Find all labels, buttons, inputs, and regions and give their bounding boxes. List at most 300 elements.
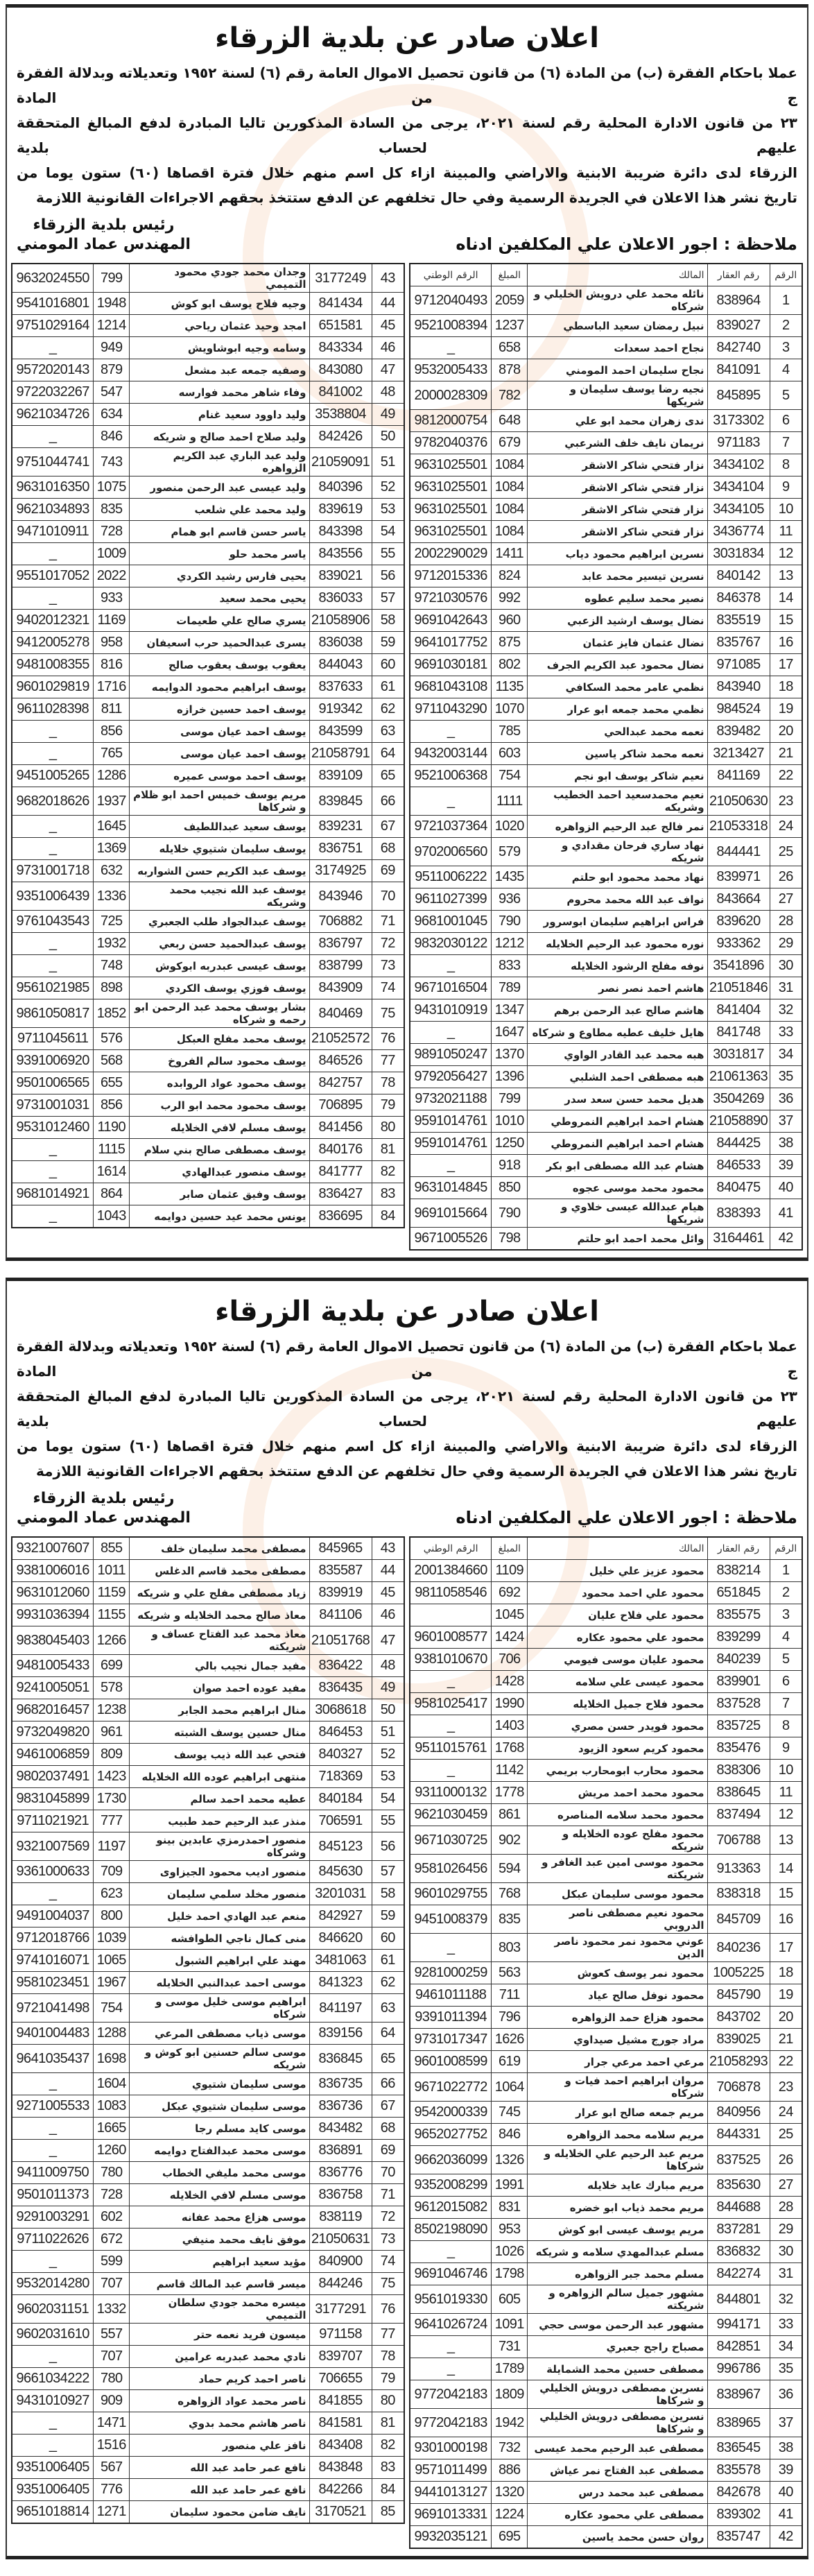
row-number: 50 [372, 1699, 404, 1721]
amount: 1423 [94, 1766, 130, 1788]
property-number: 846378 [707, 587, 770, 610]
amount: 748 [94, 955, 130, 977]
table-row [410, 1804, 802, 1826]
national-id: 9612015082 [410, 2197, 492, 2219]
national-id: 9411009750 [12, 2162, 94, 2184]
national-id: 9461006859 [12, 1744, 94, 1766]
owner-name: محمود محمد احمد مريش [528, 1782, 707, 1804]
national-id: 9641026724 [410, 2314, 492, 2336]
table-row [410, 1022, 802, 1044]
table-row [410, 2241, 802, 2263]
row-number: 2 [770, 315, 802, 337]
table-row [12, 1094, 404, 1117]
property-number: 839619 [309, 499, 372, 521]
property-number: 840475 [707, 1177, 770, 1199]
owner-name: محمود نوفل صالح عياد [528, 1984, 707, 2007]
national-id: 9721030576 [410, 587, 492, 610]
table-row [12, 1560, 404, 1582]
table-row [410, 2459, 802, 2482]
row-number: 4 [770, 1626, 802, 1649]
amount: 1109 [492, 1560, 528, 1582]
property-number: 836832 [707, 2241, 770, 2263]
row-number: 41 [770, 2504, 802, 2526]
amount: 743 [94, 448, 130, 476]
national-id: _ [410, 955, 492, 977]
owner-name: مريم سلامه محمد الزواهره [528, 2124, 707, 2146]
table-row [410, 1715, 802, 1737]
property-number: 835519 [707, 610, 770, 632]
table-row [410, 521, 802, 543]
owner-name: محمود نعيم مصطفى ناصر الدروبي [528, 1905, 707, 1934]
table-row [410, 1782, 802, 1804]
owner-name: مسلم محمد جبر الزواهره [528, 2263, 707, 2285]
property-number: 706591 [309, 1810, 372, 1832]
table-row [410, 676, 802, 698]
property-number: 844801 [707, 2285, 770, 2314]
row-number: 53 [372, 499, 404, 521]
owner-name: نريمان نايف خلف الشرعبي [528, 432, 707, 454]
amount: 1111 [492, 787, 528, 816]
property-number: 651581 [309, 315, 372, 337]
national-id: 9931036394 [12, 1604, 94, 1626]
property-number: 842274 [707, 2263, 770, 2285]
table-row [12, 882, 404, 911]
property-number: 3434104 [707, 476, 770, 499]
national-id: _ [410, 2358, 492, 2380]
amount: 1084 [492, 454, 528, 476]
table-row [12, 2206, 404, 2229]
property-number: 836033 [309, 587, 372, 610]
owner-name: وليد محمد علي شلعب [130, 499, 309, 521]
table-row [410, 315, 802, 337]
national-id: 9661034222 [12, 2368, 94, 2390]
table-row [12, 499, 404, 521]
table-row [410, 1962, 802, 1984]
national-id: _ [410, 721, 492, 743]
table-row [12, 2501, 404, 2524]
signature-title: رئيس بلدية الزرقاء [33, 1490, 175, 1507]
national-id: 9321007569 [12, 1832, 94, 1861]
national-id: 9731001718 [12, 860, 94, 882]
property-number: 3173302 [707, 410, 770, 432]
owner-name: مصطفى محمد قاسم الدغلس [130, 1560, 309, 1582]
row-number: 38 [770, 2437, 802, 2459]
property-number: 3538804 [309, 404, 372, 426]
owner-name: موسى كايد مسلم رجا [130, 2118, 309, 2140]
property-number: 841323 [309, 1972, 372, 1994]
table-row [410, 816, 802, 838]
owner-name: نافز علي منصور [130, 2435, 309, 2457]
owner-name: محمود موسى سليمان عبكل [528, 1883, 707, 1905]
amount: 1083 [94, 2095, 130, 2118]
table-row [410, 698, 802, 721]
owner-name: محمود موسى امين عبد الغافر و شريكته [528, 1855, 707, 1883]
national-id: 9631025501 [410, 521, 492, 543]
note: ملاحظة : اجور الاعلان علي المكلفين ادناه [456, 1508, 797, 1527]
row-number: 83 [372, 2457, 404, 2479]
national-id: 9772042183 [410, 2380, 492, 2409]
row-number: 7 [770, 1693, 802, 1715]
national-id: 9812000754 [410, 410, 492, 432]
row-number: 20 [770, 2007, 802, 2029]
property-number: 840327 [309, 1744, 372, 1766]
table-row [12, 1744, 404, 1766]
row-number: 63 [372, 721, 404, 743]
table-row [12, 2390, 404, 2412]
table-row [12, 1161, 404, 1183]
amount: 1435 [492, 866, 528, 888]
national-id: 9631025501 [410, 476, 492, 499]
property-number: 3177249 [309, 264, 372, 293]
national-id: 9631012060 [12, 1582, 94, 1604]
amount: 855 [94, 1537, 130, 1560]
national-id: 9632024550 [12, 264, 94, 293]
owner-name: هبه مصطفى احمد الشلبي [528, 1066, 707, 1088]
row-number: 27 [770, 888, 802, 911]
national-id: 9581025417 [410, 1693, 492, 1715]
owner-name: يوسف عبد الكريم حسن الشواربه [130, 860, 309, 882]
national-id: 8502198090 [410, 2219, 492, 2241]
property-number: 3213427 [707, 743, 770, 765]
amount: 1084 [492, 476, 528, 499]
property-number: 841855 [309, 2390, 372, 2412]
property-number: 839971 [707, 866, 770, 888]
amount: 1369 [94, 838, 130, 860]
national-id: 9581023451 [12, 1972, 94, 1994]
national-id: 9591014761 [410, 1110, 492, 1133]
owner-name: نوره محمود عبد الرحيم الخلايله [528, 933, 707, 955]
property-number: 21050631 [309, 2229, 372, 2251]
property-number: 836751 [309, 838, 372, 860]
row-number: 75 [372, 2273, 404, 2295]
owner-name: عطيه محمد احمد سالم [130, 1788, 309, 1810]
amount: 707 [94, 2346, 130, 2368]
notice-title: اعلان صادر عن بلدية الزرقاء [215, 22, 599, 54]
amount: 1135 [492, 676, 528, 698]
table-row [12, 2251, 404, 2273]
amount: 1224 [492, 2504, 528, 2526]
owner-name: يحيى محمد سعيد [130, 587, 309, 610]
table-row [12, 1626, 404, 1655]
row-number: 7 [770, 432, 802, 454]
row-number: 36 [770, 1088, 802, 1110]
national-id: 9621030459 [410, 1804, 492, 1826]
row-number: 59 [372, 1905, 404, 1927]
national-id: 9711022626 [12, 2229, 94, 2251]
property-number: 836845 [309, 2045, 372, 2073]
row-number: 46 [372, 1604, 404, 1626]
owner-name: يوسف منصور عبدالهادي [130, 1161, 309, 1183]
owner-name: نعمه محمد شاكر ياسين [528, 743, 707, 765]
owner-name: ندى زهران محمد ابو علي [528, 410, 707, 432]
national-id: _ [12, 2140, 94, 2162]
amount: 1064 [492, 2073, 528, 2102]
owner-name: محمود علي احمد محمود [528, 1582, 707, 1604]
national-id: _ [410, 1934, 492, 1962]
national-id: 9601029755 [410, 1883, 492, 1905]
body-line: ٢٣ من قانون الادارة المحلية رقم لسنة ٢٠٢١، يرجى من السادة المذكورين تاليا المبادرة لدفع المبالغ المتحققة عليهم لحساب بلدية [17, 1388, 798, 1429]
row-number: 33 [770, 2314, 802, 2336]
owner-name: نسرين مصطفى درويش الخليلي و شركاها [528, 2409, 707, 2437]
property-number: 841169 [707, 765, 770, 787]
owner-name: مشهور عبد الرحمن موسى حجي [528, 2314, 707, 2336]
row-number: 23 [770, 2073, 802, 2102]
row-number: 57 [372, 587, 404, 610]
tables-row [11, 263, 803, 1251]
national-id: _ [12, 543, 94, 565]
amount: 1967 [94, 1972, 130, 1994]
row-number: 49 [372, 1677, 404, 1699]
property-number: 21050630 [707, 787, 770, 816]
property-number: 843556 [309, 543, 372, 565]
body-line: عملا باحكام الفقرة (ب) من المادة (٦) من قانون تحصيل الاموال العامة رقم (٦) لسنة ١٩٥٢ وتعديلاته وبدلالة الفقرة ج من المادة [17, 65, 797, 106]
table-row [410, 432, 802, 454]
amount: 1214 [94, 315, 130, 337]
table-row [12, 404, 404, 426]
table-row [12, 911, 404, 933]
table-row [12, 1766, 404, 1788]
owner-name: موسى محمد عبدالفتاح دوايمه [130, 2140, 309, 2162]
row-number: 76 [372, 2295, 404, 2324]
row-number: 76 [372, 1028, 404, 1050]
table-row [12, 521, 404, 543]
table-row [12, 838, 404, 860]
amount: 745 [492, 2102, 528, 2124]
body-line: الزرقاء لدى دائرة ضريبة الابنية والاراضي والمبينة ازاء كل اسم منهم خلال فترة اقصاها (٦٠) ستون يوما من [17, 1438, 797, 1454]
amount: 1798 [492, 2263, 528, 2285]
amount: 1237 [492, 315, 528, 337]
row-number: 43 [372, 264, 404, 293]
national-id: _ [12, 2118, 94, 2140]
amount: 1647 [492, 1022, 528, 1044]
table-row [410, 2380, 802, 2409]
table-row [12, 1905, 404, 1927]
owner-name: موفق نايف محمد منيفي [130, 2229, 309, 2251]
amount: 1730 [94, 1788, 130, 1810]
table-row [410, 1177, 802, 1199]
amount: 679 [492, 432, 528, 454]
row-number: 47 [372, 1626, 404, 1655]
amount: 699 [94, 1655, 130, 1677]
owner-name: ميسره محمد جودي سلطان التميمي [130, 2295, 309, 2324]
table-row [12, 1183, 404, 1205]
property-number: 21058791 [309, 743, 372, 765]
table-row [12, 2184, 404, 2206]
property-number: 835587 [309, 1560, 372, 1582]
row-number: 22 [770, 765, 802, 787]
table-row [12, 2295, 404, 2324]
national-id: 9281000259 [410, 1962, 492, 1984]
property-number: 839707 [309, 2346, 372, 2368]
row-number: 44 [372, 1560, 404, 1582]
national-id: 9662036099 [410, 2146, 492, 2174]
property-number: 841456 [309, 1117, 372, 1139]
row-number: 80 [372, 2390, 404, 2412]
owner-name: نبيل رمضان سعيد الباسطي [528, 315, 707, 337]
row-number: 69 [372, 860, 404, 882]
owner-name: مصطفى عبد محمد درس [528, 2482, 707, 2504]
owner-name: نظمي عامر محمد السكافي [528, 676, 707, 698]
owner-name: هشام عبد الله مصطفى ابو بكر [528, 1155, 707, 1177]
owner-name: منال ابراهيم محمد الجابر [130, 1699, 309, 1721]
row-number: 82 [372, 1161, 404, 1183]
property-number: 842426 [309, 426, 372, 448]
property-number: 846533 [707, 1155, 770, 1177]
row-number: 55 [372, 1810, 404, 1832]
amount: 949 [94, 337, 130, 359]
national-id: _ [12, 721, 94, 743]
owner-name: موسى هزاع محمد عفانه [130, 2206, 309, 2229]
row-number: 42 [770, 1228, 802, 1251]
amount: 567 [94, 2457, 130, 2479]
row-number: 62 [372, 698, 404, 721]
national-id: 9451005265 [12, 765, 94, 787]
amount: 1159 [94, 1582, 130, 1604]
table-row [12, 2457, 404, 2479]
owner-name: نجيه رضا يوسف سليمان و شريكها [528, 381, 707, 410]
property-number: 21051768 [309, 1626, 372, 1655]
amount: 579 [492, 838, 528, 866]
row-number: 25 [770, 2124, 802, 2146]
table-row [410, 911, 802, 933]
property-number: 838967 [707, 2380, 770, 2409]
property-number: 841581 [309, 2412, 372, 2435]
national-id: 9602031151 [12, 2295, 94, 2324]
row-number: 8 [770, 1715, 802, 1737]
national-id: 9601008599 [410, 2051, 492, 2073]
owner-name: نافع عمر حامد عبد الله [130, 2479, 309, 2501]
body-line: تاريخ نشر هذا الاعلان في الجريدة الرسمية وفي حال تخلفهم عن الدفع ستتخذ بحقهم الاجراءات القانونية اللازمة [36, 189, 797, 206]
owner-name: منتهى ابراهيم عوده الله الخلايله [130, 1766, 309, 1788]
national-id: 9481005433 [12, 1655, 94, 1677]
table-row [410, 2029, 802, 2051]
property-number: 706882 [309, 911, 372, 933]
column-header-owner-name: المالك [528, 264, 707, 286]
national-id: 9631025501 [410, 499, 492, 521]
amount: 1809 [492, 2380, 528, 2409]
row-number: 48 [372, 381, 404, 404]
owner-name: محمود فويدر حسن مصري [528, 1715, 707, 1737]
row-number: 11 [770, 1782, 802, 1804]
table-row [12, 816, 404, 838]
row-number: 18 [770, 676, 802, 698]
row-number: 17 [770, 654, 802, 676]
national-id: 9431010927 [12, 2390, 94, 2412]
row-number: 12 [770, 1804, 802, 1826]
table-row [410, 765, 802, 787]
row-number: 77 [372, 1050, 404, 1072]
row-number: 28 [770, 2197, 802, 2219]
national-id: _ [12, 1139, 94, 1161]
row-number: 29 [770, 933, 802, 955]
national-id: _ [410, 1022, 492, 1044]
owner-name: يوسف احمد حسين خرازه [130, 698, 309, 721]
table-row [410, 2409, 802, 2437]
owner-name: يحيى فارس رشيد الكردي [130, 565, 309, 587]
national-id: 9711043290 [410, 698, 492, 721]
national-id: 9572020143 [12, 359, 94, 381]
owner-name: يوسف عيسى عبدربه ابوكوش [130, 955, 309, 977]
row-number: 1 [770, 286, 802, 315]
amount: 1614 [94, 1161, 130, 1183]
table-row [12, 1927, 404, 1950]
amount: 780 [94, 2368, 130, 2390]
national-id: 9521008394 [410, 315, 492, 337]
table-row [12, 676, 404, 698]
table-row [410, 2124, 802, 2146]
property-number: 835476 [707, 1737, 770, 1760]
owner-name: يوسف عبد الله نجيب محمد وشريكه [130, 882, 309, 911]
property-number: 913363 [707, 1855, 770, 1883]
amount: 918 [492, 1155, 528, 1177]
national-id: 2001384660 [410, 1560, 492, 1582]
property-number: 984524 [707, 698, 770, 721]
amount: 1250 [492, 1133, 528, 1155]
body-line: عملا باحكام الفقرة (ب) من المادة (٦) من قانون تحصيل الاموال العامة رقم (٦) لسنة ١٩٥٢ وتعديلاته وبدلالة الفقرة ج من المادة [17, 1338, 797, 1380]
amount: 557 [94, 2324, 130, 2346]
national-id: 9782040376 [410, 432, 492, 454]
amount: 835 [94, 499, 130, 521]
owner-name: يوسف احمد موسى عميره [130, 765, 309, 787]
amount: 789 [492, 977, 528, 999]
property-number: 843080 [309, 359, 372, 381]
column-header-property-number: رقم العقار [707, 264, 770, 286]
property-number: 846453 [309, 1721, 372, 1744]
table-row [12, 999, 404, 1028]
amount: 1142 [492, 1760, 528, 1782]
owner-name: محمود نمر يوسف كعوش [528, 1962, 707, 1984]
amount: 856 [94, 1094, 130, 1117]
owners-table-left [11, 1536, 405, 2524]
table-row [12, 2229, 404, 2251]
amount: 603 [492, 743, 528, 765]
table-row [410, 1826, 802, 1855]
property-number: 651845 [707, 1582, 770, 1604]
property-number: 3177291 [309, 2295, 372, 2324]
amount: 886 [492, 2459, 528, 2482]
national-id: _ [410, 787, 492, 816]
national-id: 9671022772 [410, 2073, 492, 2102]
owner-name: محمود عيسى علي سلامه [528, 1671, 707, 1693]
property-number: 21058906 [309, 610, 372, 632]
owner-name: منصور احمدرمزي عابدين بينو وشركاه [130, 1832, 309, 1861]
row-number: 34 [770, 1044, 802, 1066]
table-row [12, 426, 404, 448]
table-row [410, 1905, 802, 1934]
amount: 1948 [94, 293, 130, 315]
owner-name: موسى ذياب مصطفى المرعي [130, 2023, 309, 2045]
table-row [12, 359, 404, 381]
table-row [12, 2479, 404, 2501]
owner-name: محمود محمد موسى عجوه [528, 1177, 707, 1199]
amount: 1932 [94, 933, 130, 955]
table-row [12, 1721, 404, 1744]
table-row [410, 476, 802, 499]
amount: 785 [492, 721, 528, 743]
row-number: 27 [770, 2174, 802, 2197]
amount: 1370 [492, 1044, 528, 1066]
amount: 902 [492, 1826, 528, 1855]
property-number: 840176 [309, 1139, 372, 1161]
amount: 1403 [492, 1715, 528, 1737]
national-id: 9511015761 [410, 1737, 492, 1760]
table-row [410, 2219, 802, 2241]
row-number: 72 [372, 2206, 404, 2229]
row-number: 12 [770, 543, 802, 565]
owner-name: يوسف احمد عيان موسى [130, 721, 309, 743]
owner-name: محمود عزيز علي خليل [528, 1560, 707, 1582]
national-id: 9501006565 [12, 1072, 94, 1094]
